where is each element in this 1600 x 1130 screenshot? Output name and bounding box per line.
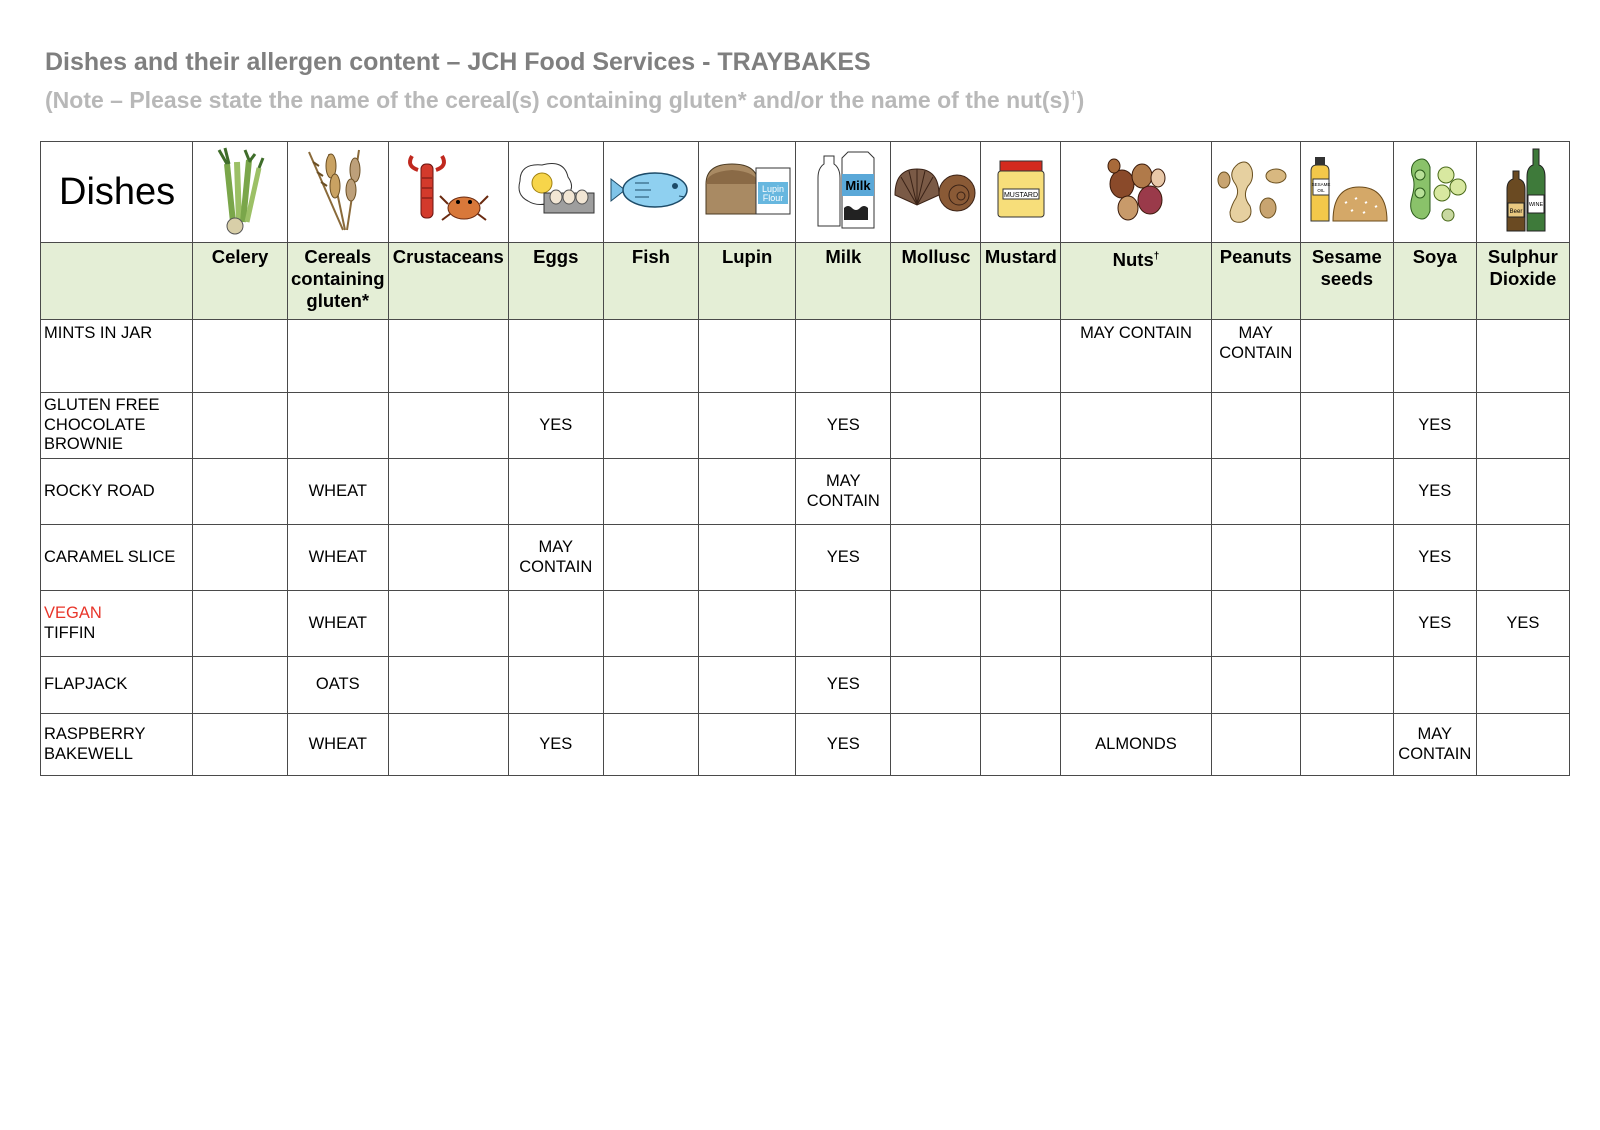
header-soya: Soya — [1393, 243, 1476, 320]
dish-label: ROCKY ROAD — [44, 481, 155, 500]
table-row — [41, 525, 1570, 591]
allergen-cell — [1061, 525, 1211, 591]
allergen-cell — [796, 591, 891, 657]
dish-label: GLUTEN FREE CHOCOLATE BROWNIE — [44, 396, 160, 454]
allergen-cell — [981, 591, 1061, 657]
allergen-cell — [796, 320, 891, 393]
allergen-cell — [193, 525, 287, 591]
header-crustaceans: Crustaceans — [388, 243, 508, 320]
icon-row — [41, 142, 1570, 243]
dish-label: TIFFIN — [44, 623, 96, 642]
allergen-cell — [891, 591, 981, 657]
allergen-cell — [1476, 714, 1569, 776]
allergen-cell — [981, 657, 1061, 714]
allergen-cell — [699, 459, 796, 525]
wine-beer-icon — [1497, 147, 1549, 233]
allergen-cell — [699, 320, 796, 393]
allergen-cell: YES — [1393, 393, 1476, 459]
allergen-cell: MAY CONTAIN — [1393, 714, 1476, 776]
header-mollusc: Mollusc — [891, 243, 981, 320]
allergen-cell — [699, 591, 796, 657]
allergen-cell — [981, 714, 1061, 776]
allergen-cell — [1476, 657, 1569, 714]
allergen-cell — [1300, 714, 1393, 776]
allergen-cell — [1393, 320, 1476, 393]
sulphur-icon-cell — [1476, 142, 1569, 243]
table-row — [41, 714, 1570, 776]
lupin-icon-text-1: Lupin — [762, 183, 785, 194]
allergen-cell — [981, 525, 1061, 591]
allergen-cell — [1300, 657, 1393, 714]
dish-name — [41, 714, 193, 776]
allergen-cell: YES — [796, 393, 891, 459]
allergen-cell — [388, 393, 508, 459]
allergen-cell — [699, 393, 796, 459]
celery-icon-cell — [193, 142, 287, 243]
allergen-cell — [603, 657, 698, 714]
dish-label: RASPBERRY BAKEWELL — [44, 725, 146, 763]
soya-icon — [1402, 151, 1468, 229]
lupin-icon-text-2: Flour — [762, 192, 784, 203]
allergen-cell: OATS — [287, 657, 388, 714]
allergen-cell: YES — [796, 525, 891, 591]
page-title: Dishes and their allergen content – JCH Food Services - TRAYBAKES — [45, 48, 871, 76]
allergen-cell: MAY CONTAIN — [508, 525, 603, 591]
allergen-cell — [1300, 459, 1393, 525]
dish-name — [41, 591, 193, 657]
header-nuts — [1061, 243, 1211, 320]
header-mustard: Mustard — [981, 243, 1061, 320]
milk-icon-text: Milk — [845, 177, 871, 193]
allergen-cell: YES — [1393, 591, 1476, 657]
dish-name — [41, 459, 193, 525]
allergen-cell — [981, 459, 1061, 525]
allergen-cell: ALMONDS — [1061, 714, 1211, 776]
allergen-cell — [193, 393, 287, 459]
header-fish: Fish — [603, 243, 698, 320]
allergen-cell — [1393, 657, 1476, 714]
dish-label: MINTS IN JAR — [44, 324, 153, 342]
shells-icon — [891, 165, 981, 215]
allergen-cell — [508, 591, 603, 657]
allergen-cell — [388, 591, 508, 657]
allergen-cell — [1211, 591, 1300, 657]
header-lupin: Lupin — [699, 243, 796, 320]
allergen-cell — [1211, 393, 1300, 459]
allergen-cell — [287, 393, 388, 459]
sesame-icon-cell — [1300, 142, 1393, 243]
header-sulphur: Sulphur Dioxide — [1476, 243, 1569, 320]
subtitle-text: (Note – Please state the name of the cereal(s) containing gluten* and/or the name of the nut(s) — [45, 87, 1070, 113]
allergen-cell — [1476, 393, 1569, 459]
allergen-cell: WHEAT — [287, 525, 388, 591]
header-cereals: Cereals containing gluten* — [287, 243, 388, 320]
allergen-cell: WHEAT — [287, 714, 388, 776]
allergen-cell: MAY CONTAIN — [1211, 320, 1300, 393]
dishes-heading: Dishes — [41, 142, 193, 243]
celery-icon — [205, 144, 275, 236]
allergen-cell — [1211, 459, 1300, 525]
allergen-cell — [1476, 459, 1569, 525]
allergen-cell: YES — [508, 714, 603, 776]
table-row — [41, 459, 1570, 525]
allergen-cell — [388, 714, 508, 776]
eggs-icon-cell — [508, 142, 603, 243]
sulphur-icon-text-2: WINE — [1528, 201, 1544, 208]
allergen-cell — [508, 320, 603, 393]
allergen-cell — [891, 459, 981, 525]
allergen-cell — [699, 714, 796, 776]
allergen-cell — [1300, 525, 1393, 591]
header-nuts-dagger: † — [1153, 251, 1160, 262]
allergen-cell — [603, 591, 698, 657]
header-nuts-label: Nuts — [1112, 249, 1154, 271]
allergen-cell — [388, 459, 508, 525]
table-row — [41, 657, 1570, 714]
allergen-table — [40, 141, 1570, 776]
allergen-cell — [891, 714, 981, 776]
allergen-cell — [891, 525, 981, 591]
allergen-cell: YES — [796, 714, 891, 776]
allergen-cell — [1476, 525, 1569, 591]
dish-rows — [41, 320, 1570, 776]
table-row — [41, 320, 1570, 393]
allergen-cell — [388, 525, 508, 591]
crustaceans-icon-cell — [388, 142, 508, 243]
allergen-cell — [1300, 393, 1393, 459]
sulphur-icon-text-1: Beer — [1509, 208, 1523, 215]
dish-label: FLAPJACK — [44, 675, 128, 694]
sesame-icon — [1305, 155, 1389, 225]
allergen-cell — [1211, 525, 1300, 591]
allergen-cell: YES — [1476, 591, 1569, 657]
allergen-cell — [1061, 393, 1211, 459]
sesame-icon-text-2: OIL — [1317, 187, 1325, 193]
nuts-icon-cell — [1061, 142, 1211, 243]
allergen-cell — [193, 714, 287, 776]
dish-prefix: VEGAN — [44, 604, 102, 622]
mustard-icon-cell — [981, 142, 1061, 243]
allergen-cell: YES — [1393, 525, 1476, 591]
allergen-cell: WHEAT — [287, 459, 388, 525]
wheat-icon — [299, 144, 377, 236]
milk-icon — [810, 148, 876, 232]
allergen-cell: YES — [508, 393, 603, 459]
subtitle-close: ) — [1076, 87, 1085, 113]
header-milk: Milk — [796, 243, 891, 320]
allergen-cell — [193, 591, 287, 657]
wheat-icon-cell — [287, 142, 388, 243]
dish-label: CARAMEL SLICE — [44, 547, 176, 566]
header-blank — [41, 243, 193, 320]
mustard-icon — [994, 159, 1048, 221]
allergen-cell — [981, 393, 1061, 459]
sesame-icon-text-1: SESAME — [1311, 181, 1331, 187]
mollusc-icon-cell — [891, 142, 981, 243]
allergen-cell — [193, 459, 287, 525]
lobster-crab-icon — [402, 150, 494, 230]
allergen-cell — [193, 320, 287, 393]
allergen-cell — [603, 320, 698, 393]
nuts-icon — [1100, 154, 1172, 226]
allergen-cell — [1061, 657, 1211, 714]
allergen-cell — [603, 714, 698, 776]
allergen-cell — [388, 320, 508, 393]
dish-name — [41, 320, 193, 393]
allergen-cell — [603, 525, 698, 591]
allergen-cell — [1476, 320, 1569, 393]
page-subtitle — [45, 87, 1084, 114]
allergen-cell: YES — [1393, 459, 1476, 525]
allergen-cell — [287, 320, 388, 393]
subtitle-dagger: † — [1069, 88, 1077, 103]
fish-icon — [607, 165, 695, 215]
lupin-flour-icon — [702, 162, 792, 218]
allergen-cell — [1300, 320, 1393, 393]
allergen-cell — [388, 657, 508, 714]
allergen-cell — [981, 320, 1061, 393]
mustard-icon-text: MUSTARD — [1003, 191, 1038, 199]
header-eggs: Eggs — [508, 243, 603, 320]
peanuts-icon-cell — [1211, 142, 1300, 243]
table-row — [41, 393, 1570, 459]
peanuts-icon — [1216, 154, 1296, 226]
dish-name — [41, 657, 193, 714]
allergen-cell — [1211, 657, 1300, 714]
allergen-cell — [891, 657, 981, 714]
allergen-cell: MAY CONTAIN — [796, 459, 891, 525]
allergen-header-row — [41, 243, 1570, 320]
allergen-cell — [508, 657, 603, 714]
allergen-cell — [1211, 714, 1300, 776]
header-peanuts: Peanuts — [1211, 243, 1300, 320]
dish-name — [41, 393, 193, 459]
allergen-cell — [193, 657, 287, 714]
allergen-cell: WHEAT — [287, 591, 388, 657]
soya-icon-cell — [1393, 142, 1476, 243]
table-row — [41, 591, 1570, 657]
header-celery: Celery — [193, 243, 287, 320]
allergen-cell — [699, 525, 796, 591]
fish-icon-cell — [603, 142, 698, 243]
allergen-cell — [699, 657, 796, 714]
allergen-cell — [1061, 591, 1211, 657]
allergen-cell — [1300, 591, 1393, 657]
allergen-cell — [603, 459, 698, 525]
allergen-cell — [603, 393, 698, 459]
allergen-cell — [891, 393, 981, 459]
eggs-icon — [514, 159, 598, 221]
allergen-cell — [508, 459, 603, 525]
lupin-icon-cell — [699, 142, 796, 243]
allergen-cell — [1061, 459, 1211, 525]
milk-icon-cell — [796, 142, 891, 243]
header-sesame: Sesame seeds — [1300, 243, 1393, 320]
dish-name — [41, 525, 193, 591]
allergen-cell: YES — [796, 657, 891, 714]
allergen-cell — [891, 320, 981, 393]
allergen-cell: MAY CONTAIN — [1061, 320, 1211, 393]
